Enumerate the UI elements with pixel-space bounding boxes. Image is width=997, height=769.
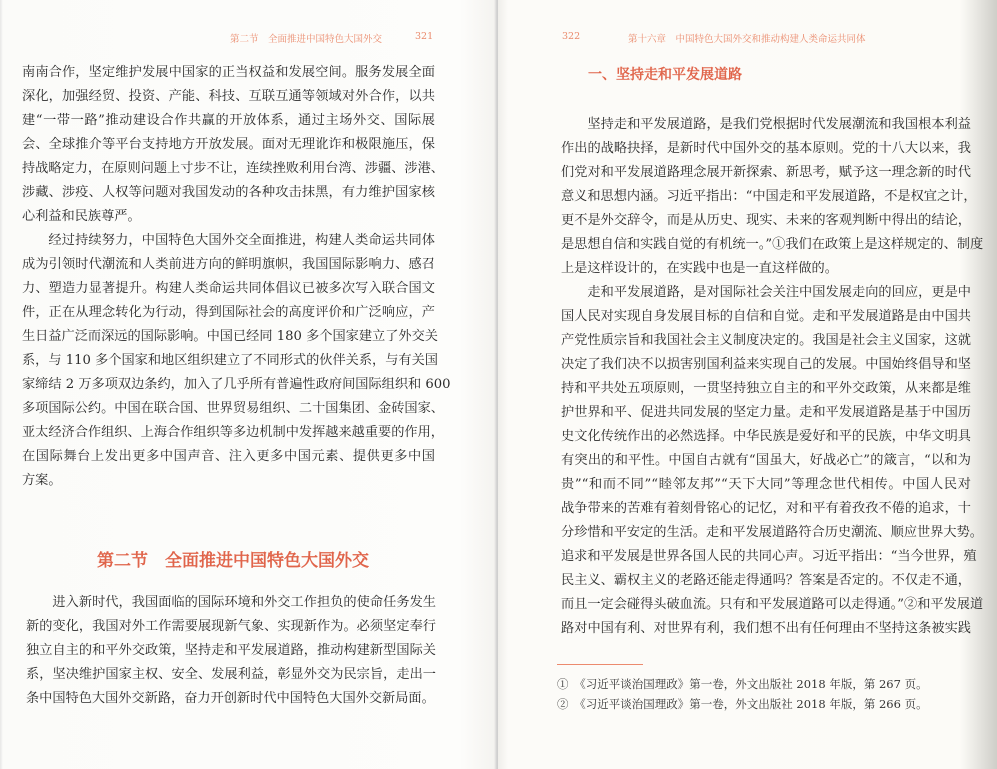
right-page [498,0,997,769]
body-text-top [22,61,451,493]
text-line: 涉藏、涉疫、人权等问题对我国发动的各种攻击抹黑，有力维护国家核 [22,185,435,200]
text-line: 南南合作，坚定维护发展中国家的正当权益和发展空间。服务发展全面 [22,65,435,80]
text-line: 有突出的和平性。中国自古就有“国虽大，好战必亡”的箴言，“以和为 [561,453,971,468]
text-line: 国人民对实现自身发展目标的自信和自觉。走和平发展道路是由中国共 [561,309,971,324]
text-line: 新的变化，我国对外工作需要展现新气象、实现新作为。必须坚定奉行 [26,619,436,634]
text-line: 多项国际公约。中国在联合国、世界贸易组织、二十国集团、金砖国家、 [22,401,444,416]
text-line: 战争带来的苦难有着刻骨铭心的记忆，对和平有着孜孜不倦的追求，十 [561,501,971,516]
body-text-bottom [26,591,436,711]
text-line: 亚太经济合作组织、上海合作组织等多边机制中发挥越来越重要的作用， [22,425,444,440]
text-line: 建“一带一路”推动建设合作共赢的开放体系，通过主场外交、国际展 [22,113,435,128]
paragraph [26,591,436,711]
text-line: 在国际舞台上发出更多中国声音、注入更多中国元素、提供更多中国 [22,449,435,464]
text-line: 深化，加强经贸、投资、产能、科技、互联互通等领域对外合作，以共 [22,89,435,104]
text-line: 独立自主的和平外交政策，坚持走和平发展道路，推动构建新型国际关 [26,643,436,658]
text-line: 系，坚决维护国家主权、安全、发展利益，彰显外交为民宗旨，走出一 [26,667,436,682]
text-line: 方案。 [22,473,62,488]
text-line: 而且一定会碰得头破血流。只有和平发展道路可以走得通。”②和平发展道 [561,597,984,612]
text-line: 进入新时代，我国面临的国际环境和外交工作担负的使命任务发生 [52,595,436,610]
text-line: 史文化传统作出的必然选择。中华民族是爱好和平的民族，中华文明具 [561,429,971,444]
page-number: 322 [562,31,581,42]
paragraph [561,113,984,281]
footnote-divider [557,664,643,665]
running-head: 第十六章 中国特色大国外交和推动构建人类命运共同体 [628,34,866,45]
text-line: 力、塑造力显著提升。构建人类命运共同体倡议已被多次写入联合国文 [22,281,435,296]
text-line: 分珍惜和平安定的生活。走和平发展道路符合历史潮流、顺应世界大势。 [561,525,983,540]
text-line: 追求和平发展是世界各国人民的共同心声。习近平指出：“当今世界，殖 [561,549,977,564]
text-line: 持战略定力，在原则问题上寸步不让，连续挫败利用台湾、涉疆、涉港、 [22,161,444,176]
left-page [0,0,498,769]
text-line: 们党对和平发展道路理念展开新探索、新思考，赋予这一理念新的时代 [561,165,971,180]
text-line: 护世界和平、促进共同发展的坚定力量。走和平发展道路是基于中国历 [561,405,971,420]
text-line: 会、全球推介等平台支持地方开放发展。面对无理讹诈和极限施压，保 [22,137,435,152]
paragraph [22,229,451,493]
paragraph [22,61,444,229]
body-text [561,113,984,641]
text-line: 是思想自信和实践自觉的有机统一。”①我们在政策上是这样规定的、制度 [561,237,984,252]
text-line: 经过持续努力，中国特色大国外交全面推进，构建人类命运共同体 [48,233,435,248]
text-line: 上是这样设计的，在实践中也是一直这样做的。 [561,261,838,276]
text-line: 成为引领时代潮流和人类前进方向的鲜明旗帜，我国国际影响力、感召 [22,257,435,272]
text-line: 更不是外交辞令，而是从历史、现实、未来的客观判断中得出的结论， [561,213,971,228]
text-line: 走和平发展道路，是对国际社会关注中国发展走向的回应，更是中 [587,285,971,300]
text-line: 家缔结 2 万多项双边条约，加入了几乎所有普遍性政府间国际组织和 600 [22,377,451,392]
text-line: 持和平共处五项原则，一贯坚持独立自主的和平外交政策，从来都是维 [561,381,971,396]
footnote-2: ② 《习近平谈治国理政》第一卷，外文出版社 2018 年版，第 266 页。 [557,697,928,711]
text-line: 坚持走和平发展道路，是我们党根据时代发展潮流和我国根本利益 [587,117,971,132]
text-line: 产党性质宗旨和我国社会主义制度决定的。我国是社会主义国家，这就 [561,333,971,348]
text-line: 贵”“和而不同”“睦邻友邦”“天下大同”等理念世代相传。中国人民对 [561,477,971,492]
text-line: 系，与 110 多个国家和地区组织建立了不同形式的伙伴关系，与有关国 [22,353,438,368]
text-line: 决定了我们决不以损害别国利益来实现自己的发展。中国始终倡导和坚 [561,357,971,372]
text-line: 作出的战略抉择，是新时代中国外交的基本原则。党的十八大以来，我 [561,141,971,156]
running-head: 第二节 全面推进中国特色大国外交 [230,34,383,45]
text-line: 条中国特色大国外交新路，奋力开创新时代中国特色大国外交新局面。 [26,691,435,706]
text-line: 民主义、霸权主义的老路还能走得通吗？答案是否定的。不仅走不通， [561,573,971,588]
text-line: 心利益和民族尊严。 [22,209,141,224]
text-line: 件，正在从理念转化为行动，得到国际社会的高度评价和广泛响应，产 [22,305,435,320]
section-heading: 第二节 全面推进中国特色大国外交 [97,551,369,571]
text-line: 生日益广泛而深远的国际影响。中国已经同 180 多个国家建立了外交关 [22,329,438,344]
page-number: 321 [415,31,434,42]
paragraph [561,281,984,641]
subsection-heading: 一、坚持走和平发展道路 [588,67,742,83]
text-line: 路对中国有利、对世界有利，我们想不出有任何理由不坚持这条被实践 [561,621,971,636]
text-line: 意义和思想内涵。习近平指出：“中国走和平发展道路，不是权宜之计， [561,189,977,204]
footnote-1: ① 《习近平谈治国理政》第一卷，外文出版社 2018 年版，第 267 页。 [557,677,928,691]
